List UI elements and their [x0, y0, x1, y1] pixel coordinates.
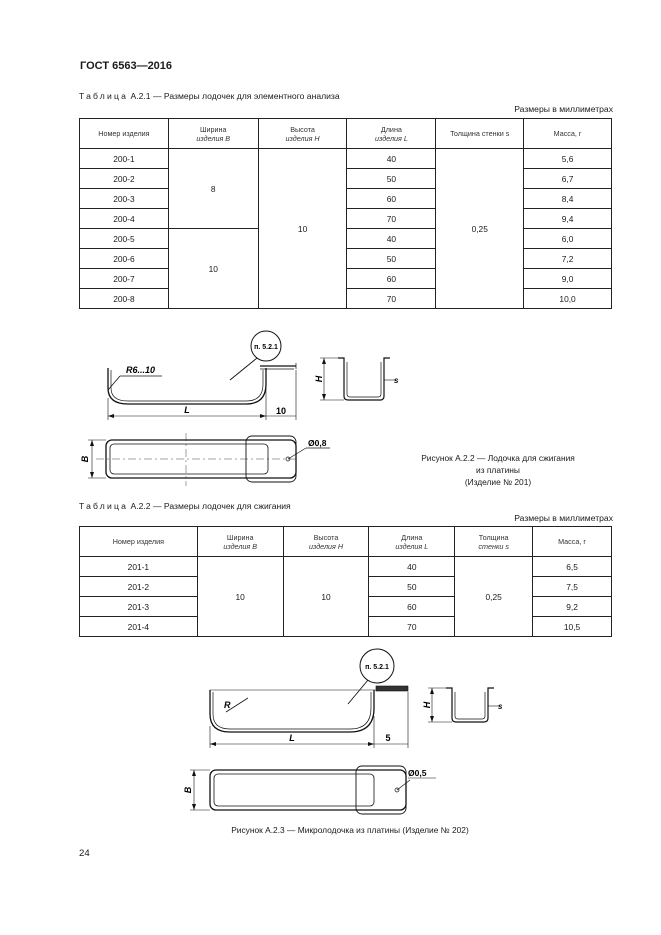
- figure2-section-drawing: [408, 680, 520, 790]
- table1-header-length: [347, 119, 436, 149]
- table2-cell-mass: 9,2: [533, 597, 612, 617]
- table1: [79, 118, 612, 309]
- figure1-dia-label: Ø0,8: [308, 438, 327, 448]
- table2-header-wall-l1: Толщина: [478, 532, 509, 542]
- table1-cell-num: 200-5: [80, 229, 169, 249]
- table2-header-mass: Масса, г: [533, 527, 612, 557]
- figure1-caption-line3: (Изделие № 201): [464, 477, 532, 487]
- table1-cell-mass: 6,0: [524, 229, 612, 249]
- table1-header-row: [80, 119, 612, 149]
- table2-cell-length: 60: [369, 597, 455, 617]
- table1-header-length-l2: изделия L: [374, 133, 408, 143]
- table2-header-length-l1: Длина: [401, 532, 423, 542]
- figure2-length-label: L: [289, 733, 295, 743]
- figure2-width-label: B: [183, 786, 193, 794]
- figure2-height-label: H: [422, 701, 432, 709]
- table1-header-width-l1: Ширина: [199, 124, 227, 134]
- figure1-width-label: B: [80, 455, 90, 463]
- table2-cell-length: 40: [369, 557, 455, 577]
- table1-cell-num: 200-8: [80, 289, 169, 309]
- table1-cell-mass: 7,2: [524, 249, 612, 269]
- table1-header-width-l2: изделия B: [196, 133, 231, 143]
- figure2-callout-label: п. 5.2.1: [365, 664, 389, 671]
- figure1-caption: [398, 452, 598, 488]
- table2-header-length: [369, 527, 455, 557]
- figure1-length-label: L: [184, 405, 190, 415]
- table1-cell-num: 200-1: [80, 149, 169, 169]
- table1-cell-length: 40: [347, 149, 436, 169]
- figure1-radius-label: R6...10: [126, 365, 156, 375]
- table2-cell-mass: 6,5: [533, 557, 612, 577]
- table1-header-mass: Масса, г: [524, 119, 612, 149]
- table2-cell-length: 50: [369, 577, 455, 597]
- table1-cell-mass: 9,0: [524, 269, 612, 289]
- table1-cell-wall: 0,25: [436, 149, 524, 309]
- table1-header-number: Номер изделия: [80, 119, 169, 149]
- table2-header-width-l1: Ширина: [226, 532, 254, 542]
- figure1-section-outline: [338, 358, 390, 400]
- table1-cell-num: 200-7: [80, 269, 169, 289]
- figure1-caption-line1: Рисунок А.2.2 — Лодочка для сжигания: [421, 453, 575, 463]
- page-number: 24: [79, 848, 90, 859]
- table1-caption-word: Таблица: [79, 91, 129, 101]
- figure2-dia-label: Ø0,5: [408, 768, 427, 778]
- table1-units: Размеры в миллиметрах: [514, 104, 613, 114]
- document-code: ГОСТ 6563—2016: [80, 60, 173, 72]
- table2: [79, 526, 612, 637]
- table-row: [80, 149, 612, 169]
- table2-header-height: [283, 527, 369, 557]
- table2-caption: [79, 501, 291, 511]
- table2-caption-text: А.2.2 — Размеры лодочек для сжигания: [128, 501, 291, 511]
- figure1-ext-label: 10: [275, 406, 287, 416]
- figure1-caption-line2: из платины: [476, 465, 520, 475]
- figure2-caption: Рисунок А.2.3 — Микролодочка из платины (Изделие № 202): [231, 825, 469, 835]
- table2-cell-num: 201-2: [80, 577, 198, 597]
- table1-header-height-l2: изделия H: [285, 133, 320, 143]
- table2-cell-wall: 0,25: [455, 557, 533, 637]
- table2-cell-num: 201-3: [80, 597, 198, 617]
- table2-cell-mass: 10,5: [533, 617, 612, 637]
- table2-header-height-l2: изделия H: [308, 541, 344, 551]
- table2-header-row: [80, 527, 612, 557]
- table1-caption: [79, 91, 340, 101]
- table1-header-wall: Толщина стенки s: [436, 119, 524, 149]
- table2-header-wall: [455, 527, 533, 557]
- figure1-callout-leader: [230, 358, 257, 380]
- table1-cell-mass: 8,4: [524, 189, 612, 209]
- figure2-boat-top-outline: [210, 770, 406, 810]
- figure2-ext-label: 5: [385, 733, 391, 743]
- table2-cell-height: 10: [283, 557, 369, 637]
- figure2-drawing: [180, 640, 430, 820]
- figure1-height-label: H: [314, 375, 324, 383]
- figure1-callout-label: п. 5.2.1: [254, 344, 278, 351]
- figure2-radius-label: R: [224, 700, 231, 710]
- figure2-callout-leader: [348, 680, 368, 704]
- table1-cell-mass: 6,7: [524, 169, 612, 189]
- table2-header-height-l1: Высота: [313, 532, 339, 542]
- table1-cell-length: 70: [347, 209, 436, 229]
- table1-cell-length: 50: [347, 249, 436, 269]
- table2-header-wall-l2: стенки s: [478, 541, 509, 551]
- table1-cell-width: 8: [168, 149, 258, 229]
- table2-header-width: [197, 527, 283, 557]
- table2-cell-mass: 7,5: [533, 577, 612, 597]
- figure2-boat-lip: [376, 686, 408, 691]
- table2-units: Размеры в миллиметрах: [514, 513, 613, 523]
- table2-header-length-l2: изделия L: [395, 541, 429, 551]
- table1-cell-mass: 10,0: [524, 289, 612, 309]
- table1-cell-num: 200-6: [80, 249, 169, 269]
- table1-header-width: [168, 119, 258, 149]
- table2-cell-width: 10: [197, 557, 283, 637]
- table2-cell-num: 201-4: [80, 617, 198, 637]
- table1-cell-height: 10: [258, 149, 347, 309]
- figure2-boat-side-outline: [210, 690, 374, 732]
- table1-header-height: [258, 119, 347, 149]
- table1-cell-num: 200-2: [80, 169, 169, 189]
- table-row: [80, 557, 612, 577]
- table1-cell-mass: 9,4: [524, 209, 612, 229]
- figure2-section-outline: [446, 688, 494, 722]
- table2-cell-length: 70: [369, 617, 455, 637]
- table1-caption-text: А.2.1 — Размеры лодочек для элементного анализа: [128, 91, 340, 101]
- table1-cell-length: 60: [347, 269, 436, 289]
- figure1-wall-label: s: [394, 376, 399, 385]
- table1-header-length-l1: Длина: [380, 124, 402, 134]
- table2-header-width-l2: изделия B: [223, 541, 257, 551]
- figure1-section-drawing: [310, 350, 410, 410]
- table1-cell-length: 50: [347, 169, 436, 189]
- table1-cell-mass: 5,6: [524, 149, 612, 169]
- table1-cell-length: 40: [347, 229, 436, 249]
- table1-cell-length: 60: [347, 189, 436, 209]
- figure2-wall-label: s: [498, 702, 503, 711]
- table2-cell-num: 201-1: [80, 557, 198, 577]
- table2-header-number: Номер изделия: [80, 527, 198, 557]
- table1-cell-num: 200-4: [80, 209, 169, 229]
- table1-cell-width: 10: [168, 229, 258, 309]
- table2-caption-word: Таблица: [79, 501, 129, 511]
- table1-cell-length: 70: [347, 289, 436, 309]
- table1-header-height-l1: Высота: [290, 124, 315, 134]
- table1-cell-num: 200-3: [80, 189, 169, 209]
